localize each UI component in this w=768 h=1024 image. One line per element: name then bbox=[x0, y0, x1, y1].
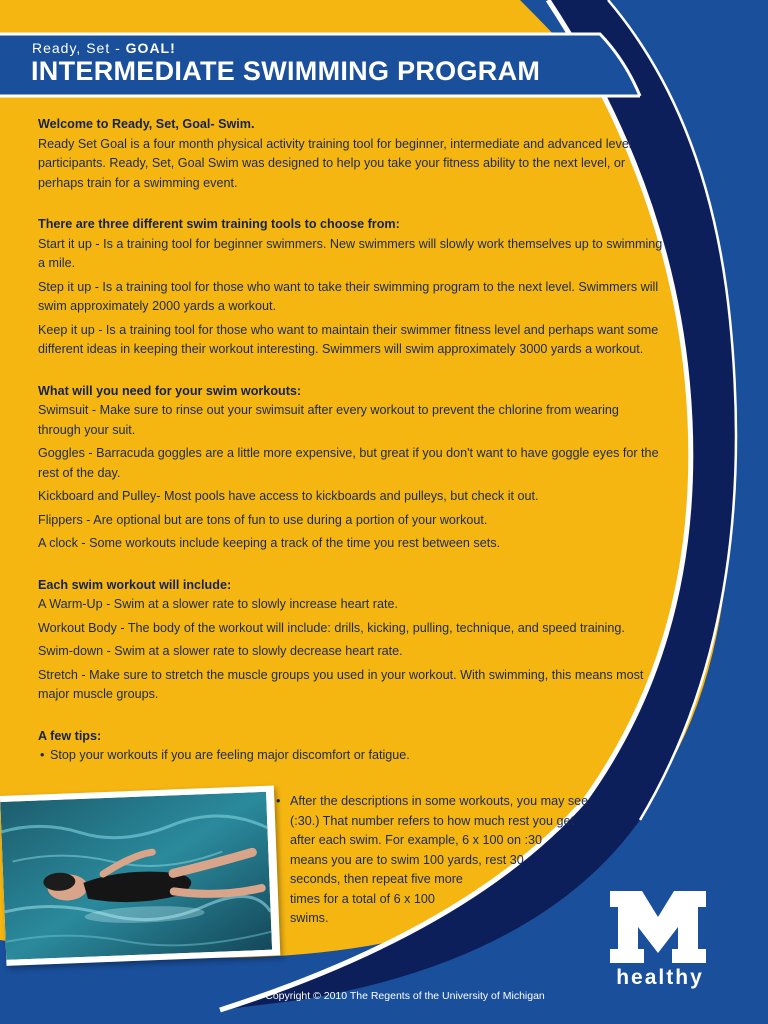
tip-line: seconds, then repeat five more bbox=[290, 872, 463, 886]
header-banner bbox=[0, 34, 640, 96]
swimmer-photo-frame bbox=[0, 785, 280, 965]
logo-wordmark: healthy bbox=[616, 966, 704, 989]
tool-step-it-up: Step it up - Is a training tool for those who want to take their swimming program to the next level. Swimmers will swim approximately 2000 yards a workout. bbox=[38, 279, 659, 313]
intro-body: Ready Set Goal is a four month physical activity training tool for beginner, intermediate and advanced level participants. Ready, Set, Goal Swim was designed to help you take your fitness ability to the next level, or perhaps train for a swimming event. bbox=[38, 136, 632, 190]
header-kicker: Ready, Set - GOAL! bbox=[32, 40, 176, 56]
workout-warm-up: A Warm-Up - Swim at a slower rate to slowly increase heart rate. bbox=[38, 597, 398, 611]
need-flippers: Flippers - Are optional but are tons of fun to use during a portion of your workout. bbox=[38, 512, 488, 527]
workout-body: Workout Body - The body of the workout will include: drills, kicking, pulling, technique, and speed training. bbox=[38, 620, 625, 635]
need-swimsuit: Swimsuit - Make sure to rinse out your swimsuit after every workout to prevent the chlorine from wearing through your suit. bbox=[38, 403, 619, 437]
workout-stretch: Stretch - Make sure to stretch the muscle groups you used in your workout. With swimming, this means most major muscle groups. bbox=[38, 667, 644, 701]
page-title: INTERMEDIATE SWIMMING PROGRAM bbox=[31, 56, 541, 86]
tip-item-rest bbox=[276, 792, 616, 929]
tips-heading: A few tips: bbox=[38, 728, 102, 743]
tip-line: swims. bbox=[290, 911, 329, 925]
tip-item bbox=[38, 746, 664, 766]
tip-text: Stop your workouts if you are feeling major discomfort or fatigue. bbox=[50, 748, 410, 762]
workout-heading: Each swim workout will include: bbox=[38, 577, 232, 592]
tool-start-it-up: Start it up - Is a training tool for beginner swimmers. New swimmers will slowly work themselves up to swimming a mile. bbox=[38, 236, 663, 270]
copyright-footer: Copyright © 2010 The Regents of the University of Michigan bbox=[265, 990, 545, 1002]
tool-keep-it-up: Keep it up - Is a training tool for those who want to maintain their swimmer fitness level and perhaps want some different ideas in keeping their workout interesting. Swimmers will swim approximately 3000 yards a workout. bbox=[38, 322, 659, 356]
tip-line: After the descriptions in some workouts, you may see bbox=[290, 794, 589, 808]
workout-swim-down: Swim-down - Swim at a slower rate to slowly decrease heart rate. bbox=[38, 644, 403, 658]
tip-line: (:30.) That number refers to how much rest you get bbox=[290, 813, 574, 828]
bullet-icon: • bbox=[276, 794, 281, 808]
tip-line: after each swim. For example, 6 x 100 on :30 bbox=[290, 833, 542, 847]
tip-line: times for a total of 6 x 100 bbox=[290, 891, 435, 906]
needs-heading: What will you need for your swim workouts: bbox=[38, 383, 302, 398]
bullet-icon: • bbox=[40, 748, 45, 762]
need-kickboard: Kickboard and Pulley- Most pools have access to kickboards and pulleys, but check it out. bbox=[38, 489, 539, 503]
tools-heading: There are three different swim training tools to choose from: bbox=[38, 217, 400, 231]
main-content bbox=[38, 115, 664, 766]
need-clock: A clock - Some workouts include keeping a track of the time you rest between sets. bbox=[38, 536, 500, 550]
need-goggles: Goggles - Barracuda goggles are a little more expensive, but great if you don't want to have goggle eyes for the rest of the day. bbox=[38, 446, 659, 480]
tip-line: means you are to swim 100 yards, rest 30 bbox=[290, 852, 524, 867]
swimmer-photo bbox=[0, 792, 272, 960]
intro-heading: Welcome to Ready, Set, Goal- Swim. bbox=[38, 117, 255, 131]
